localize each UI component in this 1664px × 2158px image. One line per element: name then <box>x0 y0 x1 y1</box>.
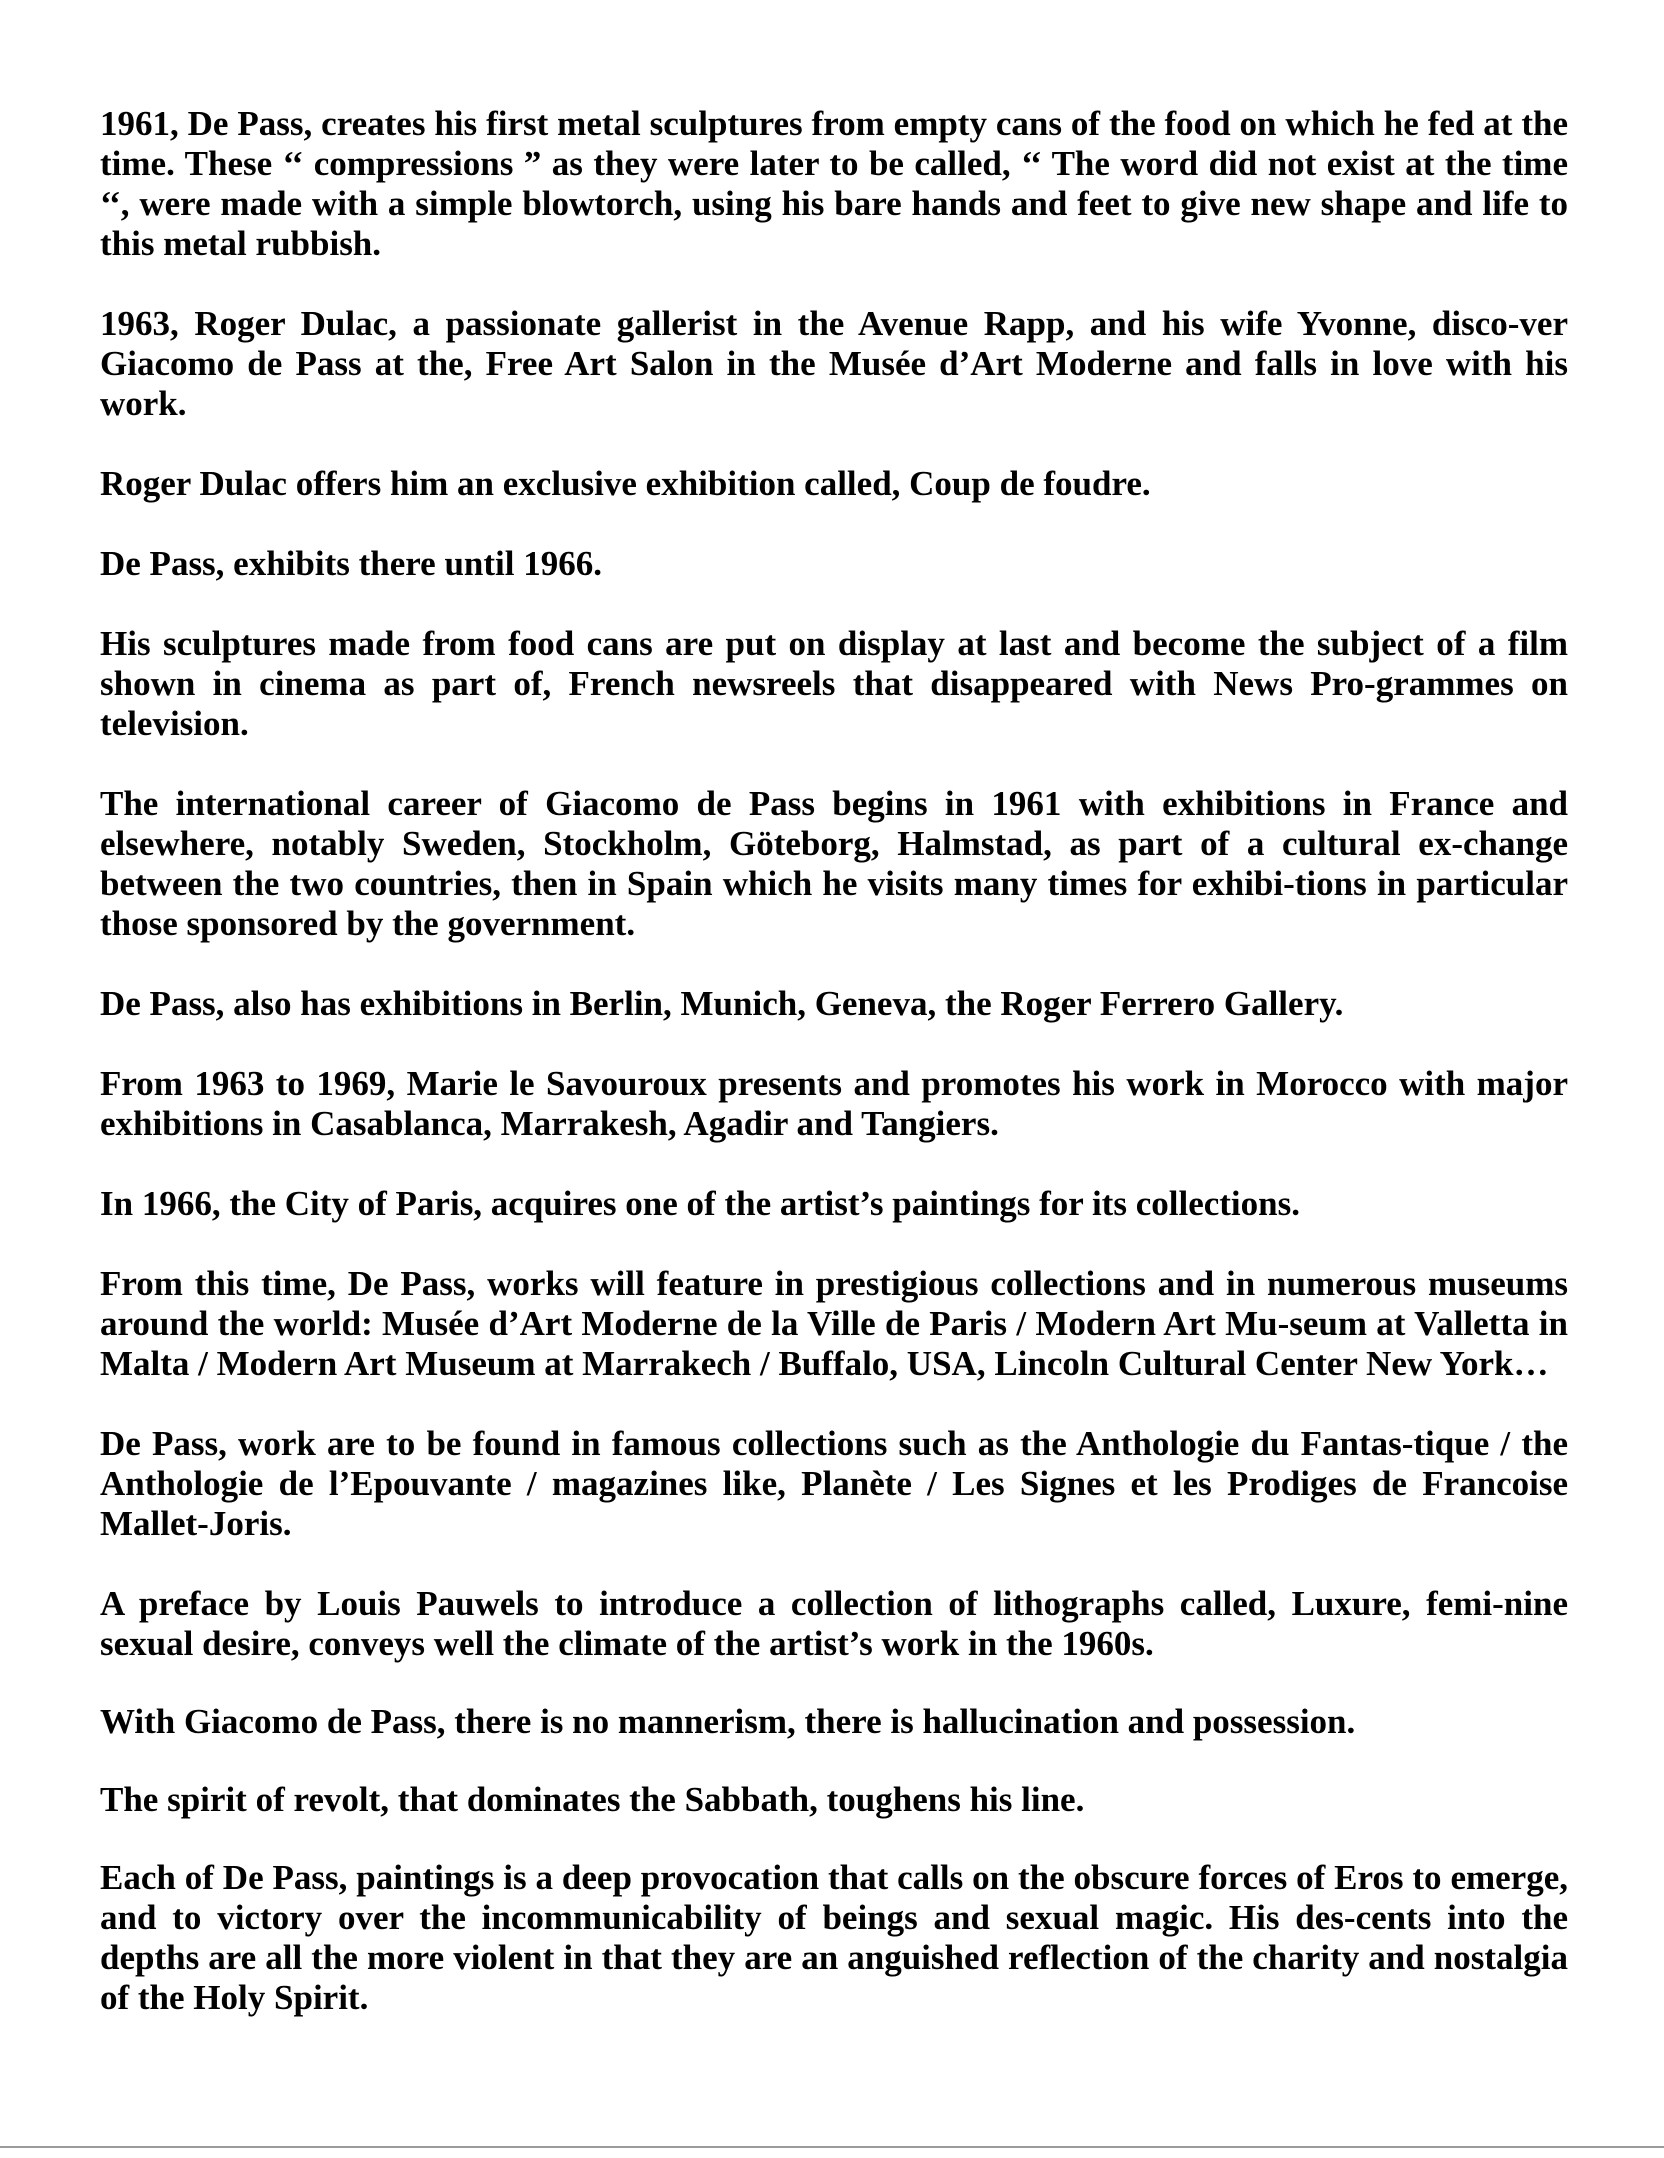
paragraph-morocco-exhibitions: From 1963 to 1969, Marie le Savouroux presents and promotes his work in Morocco with major exhibitions in Casablanca, Marrakesh, Agadir and Tangiers. <box>100 1064 1568 1143</box>
paragraph-spirit-of-revolt: The spirit of revolt, that dominates the Sabbath, toughens his line. <box>100 1780 1085 1819</box>
paragraph-museums-worldwide: From this time, De Pass, works will feature in prestigious collections and in numerous museums around the world: Musée d’Art Moderne de la Ville de Paris / Modern Art Mu-seum at Valletta in Malta / Modern Art Museum at Marrakech / Buffalo, USA, Lincoln Cultural Center New York… <box>100 1264 1568 1383</box>
paragraph-newsreels: His sculptures made from food cans are put on display at last and become the subject of a film shown in cinema as part of, French newsreels that disappeared with News Pro-grammes on television. <box>100 624 1568 743</box>
paragraph-berlin-munich-geneva: De Pass, also has exhibitions in Berlin, Munich, Geneva, the Roger Ferrero Gallery. <box>100 984 1344 1023</box>
paragraph-louis-pauwels-preface: A preface by Louis Pauwels to introduce a collection of lithographs called, Luxure, femi-nine sexual desire, conveys well the climate of the artist’s work in the 1960s. <box>100 1584 1568 1663</box>
paragraph-exhibits-until-1966: De Pass, exhibits there until 1966. <box>100 544 602 583</box>
document-body <box>100 104 1568 2018</box>
paragraph-famous-collections: De Pass, work are to be found in famous collections such as the Anthologie du Fantas-tique / the Anthologie de l’Epouvante / magazines like, Planète / Les Signes et les Prodiges de Francoise Mallet-Joris. <box>100 1424 1568 1543</box>
paragraph-hallucination: With Giacomo de Pass, there is no mannerism, there is hallucination and possession. <box>100 1702 1356 1741</box>
paragraph-coup-de-foudre: Roger Dulac offers him an exclusive exhibition called, Coup de foudre. <box>100 464 1151 503</box>
paragraph-1963-roger-dulac: 1963, Roger Dulac, a passionate gallerist in the Avenue Rapp, and his wife Yvonne, disco-ver Giacomo de Pass at the, Free Art Salon in the Musée d’Art Moderne and falls in love with his work. <box>100 304 1568 423</box>
paragraph-international-career: The international career of Giacomo de Pass begins in 1961 with exhibitions in France and elsewhere, notably Sweden, Stockholm, Göteborg, Halmstad, as part of a cultural ex-change between the two countries, then in Spain which he visits many times for exhibi-tions in particular those sponsored by the government. <box>100 784 1568 943</box>
paragraph-provocation-eros: Each of De Pass, paintings is a deep provocation that calls on the obscure forces of Eros to emerge, and to victory over the incommunicability of beings and sexual magic. His des-cents into the depths are all the more violent in that they are an anguished reflection of the charity and nostalgia of the Holy Spirit. <box>100 1858 1568 2017</box>
paragraph-city-of-paris: In 1966, the City of Paris, acquires one of the artist’s paintings for its collections. <box>100 1184 1300 1223</box>
paragraph-1961-compressions: 1961, De Pass, creates his first metal sculptures from empty cans of the food on which he fed at the time. These ‘‘ compressions ” as they were later to be called, ‘‘ The word did not exist at the time ‘‘, were made with a simple blowtorch, using his bare hands and feet to give new shape and life to this metal rubbish. <box>100 104 1568 263</box>
page-bottom-rule <box>0 2146 1664 2148</box>
